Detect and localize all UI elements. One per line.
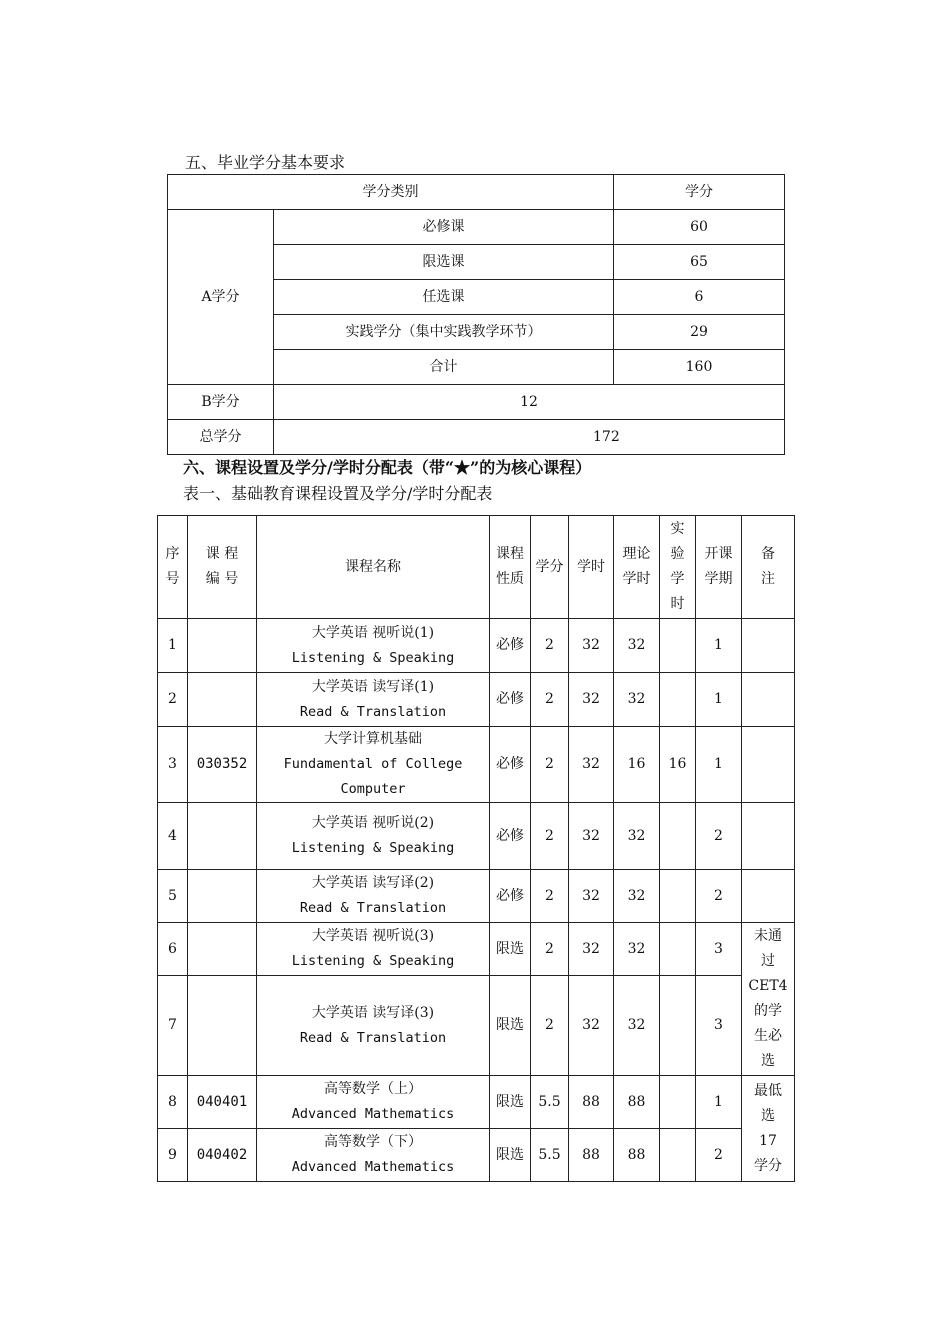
seq: 4 (158, 803, 188, 870)
term: 2 (696, 1129, 742, 1182)
credit: 2 (531, 727, 569, 803)
section6-heading: 六、课程设置及学分/学时分配表（带“★”的为核心课程） (183, 458, 592, 477)
hours: 32 (569, 870, 614, 923)
credit: 5.5 (531, 1129, 569, 1182)
credit-type: 必修课 (274, 210, 614, 245)
term: 3 (696, 976, 742, 1076)
theory-hours: 16 (614, 727, 660, 803)
course-code (188, 803, 257, 870)
course-nature: 限选 (490, 1076, 531, 1129)
course-code (188, 619, 257, 673)
term: 1 (696, 619, 742, 673)
header-theory-hours: 理论 学时 (614, 516, 660, 619)
term: 3 (696, 923, 742, 976)
credit-type: 限选课 (274, 245, 614, 280)
credit: 2 (531, 673, 569, 727)
course-name: 大学英语 视听说(3) Listening & Speaking (257, 923, 490, 976)
term: 2 (696, 870, 742, 923)
seq: 2 (158, 673, 188, 727)
theory-hours: 32 (614, 673, 660, 727)
remark (742, 727, 795, 803)
seq: 3 (158, 727, 188, 803)
credit-type: 合计 (274, 350, 614, 385)
term: 1 (696, 673, 742, 727)
theory-hours: 32 (614, 870, 660, 923)
lab-hours (660, 870, 696, 923)
course-nature: 限选 (490, 1129, 531, 1182)
table-row (158, 803, 795, 870)
seq: 1 (158, 619, 188, 673)
lab-hours: 16 (660, 727, 696, 803)
course-nature: 必修 (490, 803, 531, 870)
b-credit-label: B学分 (168, 385, 274, 420)
remark (742, 673, 795, 727)
header-term: 开课 学期 (696, 516, 742, 619)
table-row (158, 923, 795, 976)
header-course-name: 课程名称 (257, 516, 490, 619)
theory-hours: 32 (614, 619, 660, 673)
remark (742, 870, 795, 923)
remark-cet4: 未通 过 CET4 的学 生必 选 (742, 923, 795, 1076)
course-code: 040402 (188, 1129, 257, 1182)
lab-hours (660, 673, 696, 727)
seq: 8 (158, 1076, 188, 1129)
hours: 32 (569, 619, 614, 673)
course-name: 大学英语 读写译(3) Read & Translation (257, 976, 490, 1076)
section5-heading: 五、毕业学分基本要求 (185, 153, 346, 172)
theory-hours: 88 (614, 1129, 660, 1182)
course-name: 高等数学（上） Advanced Mathematics (257, 1076, 490, 1129)
course-nature: 限选 (490, 923, 531, 976)
header-nature: 课程 性质 (490, 516, 531, 619)
header-remark: 备 注 (742, 516, 795, 619)
hours: 32 (569, 727, 614, 803)
lab-hours (660, 1129, 696, 1182)
term: 1 (696, 727, 742, 803)
hours: 88 (569, 1076, 614, 1129)
remark (742, 619, 795, 673)
course-name: 大学英语 读写译(1) Read & Translation (257, 673, 490, 727)
lab-hours (660, 619, 696, 673)
credit: 2 (531, 619, 569, 673)
lab-hours (660, 803, 696, 870)
header-lab-hours: 实 验 学 时 (660, 516, 696, 619)
remark (742, 803, 795, 870)
course-code (188, 976, 257, 1076)
course-nature: 限选 (490, 976, 531, 1076)
course-name: 大学英语 读写译(2) Read & Translation (257, 870, 490, 923)
seq: 6 (158, 923, 188, 976)
table-row (158, 870, 795, 923)
course-nature: 必修 (490, 673, 531, 727)
credit-type: 任选课 (274, 280, 614, 315)
header-seq: 序 号 (158, 516, 188, 619)
remark-min-credits: 最低 选 17 学分 (742, 1076, 795, 1182)
table-row (158, 1076, 795, 1129)
header-credits: 学分 (614, 175, 785, 210)
table1-title: 表一、基础教育课程设置及学分/学时分配表 (183, 484, 493, 503)
table-row (158, 1129, 795, 1182)
credit-type: 实践学分（集中实践教学环节） (274, 315, 614, 350)
credit: 2 (531, 870, 569, 923)
header-hours: 学时 (569, 516, 614, 619)
a-credit-label: A学分 (168, 210, 274, 385)
credit: 2 (531, 976, 569, 1076)
table-row (158, 619, 795, 673)
course-code (188, 923, 257, 976)
theory-hours: 32 (614, 923, 660, 976)
seq: 9 (158, 1129, 188, 1182)
credit-value: 29 (614, 315, 785, 350)
course-name: 高等数学（下） Advanced Mathematics (257, 1129, 490, 1182)
header-credit-category: 学分类别 (168, 175, 614, 210)
lab-hours (660, 1076, 696, 1129)
course-nature: 必修 (490, 727, 531, 803)
credit: 2 (531, 803, 569, 870)
credit-value: 65 (614, 245, 785, 280)
table-row (158, 727, 795, 803)
table-row (158, 976, 795, 1076)
course-code: 030352 (188, 727, 257, 803)
theory-hours: 88 (614, 1076, 660, 1129)
lab-hours (660, 976, 696, 1076)
hours: 32 (569, 803, 614, 870)
table-header-row (158, 516, 795, 619)
term: 2 (696, 803, 742, 870)
credit: 2 (531, 923, 569, 976)
hours: 32 (569, 673, 614, 727)
lab-hours (660, 923, 696, 976)
term: 1 (696, 1076, 742, 1129)
course-name: 大学计算机基础 Fundamental of College Computer (257, 727, 490, 803)
seq: 5 (158, 870, 188, 923)
course-code (188, 673, 257, 727)
credit: 5.5 (531, 1076, 569, 1129)
course-code (188, 870, 257, 923)
course-nature: 必修 (490, 870, 531, 923)
b-credit-value: 12 (274, 385, 785, 420)
theory-hours: 32 (614, 803, 660, 870)
total-credit-label: 总学分 (168, 420, 274, 455)
table-row (158, 673, 795, 727)
hours: 32 (569, 923, 614, 976)
header-code: 课 程 编 号 (188, 516, 257, 619)
theory-hours: 32 (614, 976, 660, 1076)
credit-value: 60 (614, 210, 785, 245)
course-table (157, 515, 795, 1182)
course-name: 大学英语 视听说(2) Listening & Speaking (257, 803, 490, 870)
course-nature: 必修 (490, 619, 531, 673)
credit-value: 160 (614, 350, 785, 385)
credit-value: 6 (614, 280, 785, 315)
seq: 7 (158, 976, 188, 1076)
graduation-credit-table (167, 174, 785, 455)
hours: 32 (569, 976, 614, 1076)
course-name: 大学英语 视听说(1) Listening & Speaking (257, 619, 490, 673)
course-code: 040401 (188, 1076, 257, 1129)
header-credit: 学分 (531, 516, 569, 619)
hours: 88 (569, 1129, 614, 1182)
total-credit-value: 172 (274, 420, 785, 455)
